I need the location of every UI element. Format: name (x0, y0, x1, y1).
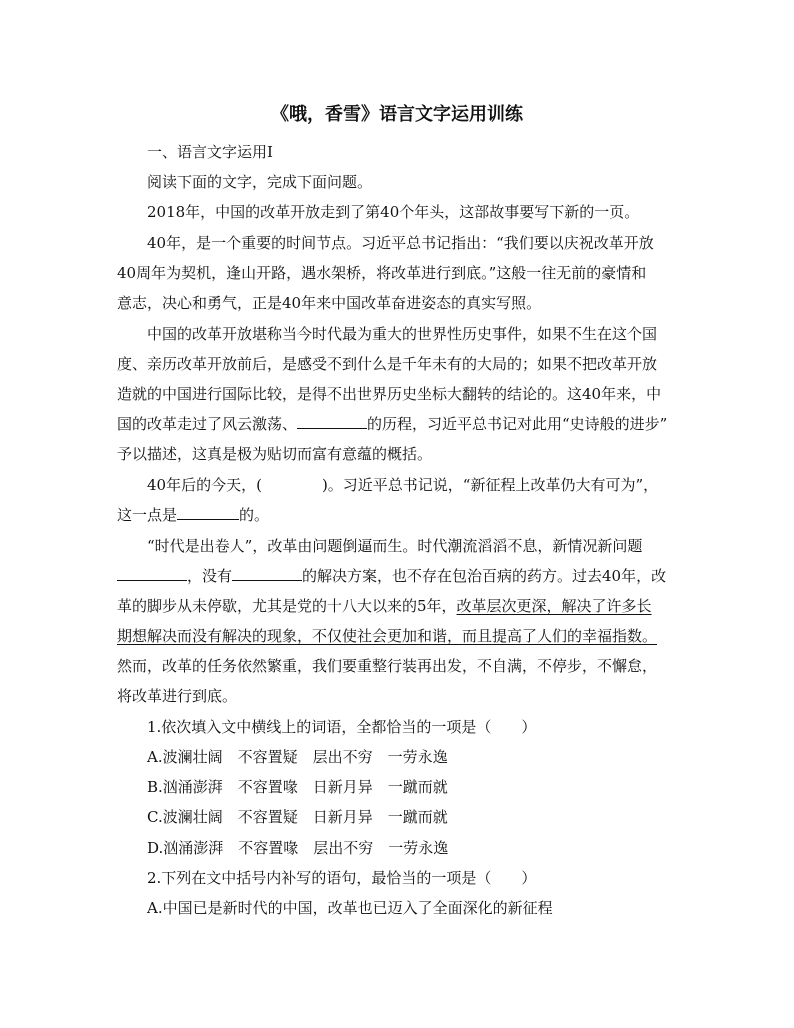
underlined-sentence: 改革层次更深，解决了许多长 (456, 597, 652, 615)
paragraph-2-line-2: 40周年为契机，逢山开路，遇水架桥，将改革进行到底。”这般一往无前的豪情和 (117, 264, 647, 282)
text-segment: 的解决方案，也不存在包治百病的药方。过去40年，改 (302, 567, 667, 585)
paragraph-5-line-3 (117, 596, 652, 616)
fill-blank-3 (117, 566, 187, 581)
text-segment: 这一点是 (117, 506, 178, 524)
instruction: 阅读下面的文字，完成下面问题。 (147, 173, 373, 191)
paragraph-5-line-2 (117, 566, 666, 586)
question-1-option-a: A.波澜壮阔 不容置疑 层出不穷 一劳永逸 (147, 748, 448, 766)
fill-blank-2 (177, 505, 239, 520)
paragraph-5-line-5: 然而，改革的任务依然繁重，我们要重整行装再出发，不自满，不停步，不懈怠， (117, 657, 658, 675)
question-1-option-c: C.波澜壮阔 不容置疑 日新月异 一蹴而就 (147, 808, 448, 826)
paragraph-3-line-5: 予以描述，这真是极为贴切而富有意蕴的概括。 (117, 445, 433, 463)
paragraph-5-line-6: 将改革进行到底。 (117, 687, 238, 705)
question-2-stem: 2.下列在文中括号内补写的语句，最恰当的一项是（ ） (147, 869, 537, 887)
paragraph-2-line-1: 40年，是一个重要的时间节点。习近平总书记指出：“我们要以庆祝改革开放 (147, 234, 654, 252)
fill-blank-1 (297, 414, 367, 429)
text-segment: 的。 (239, 506, 270, 524)
paragraph-3-line-3: 造就的中国进行国际比较，是得不出世界历史坐标大翻转的结论的。这40年来，中 (117, 385, 662, 403)
page-title: 《哦，香雪》语言文字运用训练 (271, 104, 523, 125)
paragraph-4-line-1 (147, 475, 658, 495)
paragraph-4-line-2 (117, 505, 269, 525)
text-segment: 革的脚步从未停歇，尤其是党的十八大以来的5年， (117, 597, 457, 615)
section-heading: 一、语言文字运用Ⅰ (147, 143, 273, 161)
paragraph-5-line-1: “时代是出卷人”，改革由问题倒逼而生。时代潮流滔滔不息，新情况新问题 (147, 537, 643, 555)
question-1-stem: 1.依次填入文中横线上的词语，全都恰当的一项是（ ） (147, 718, 537, 736)
paragraph-3-line-4 (117, 414, 667, 434)
text-segment: )。习近平总书记说，“新征程上改革仍大有可为”， (321, 476, 659, 494)
paragraph-3-line-2: 度、亲历改革开放前后，是感受不到什么是千年未有的大局的；如果不把改革开放 (117, 355, 658, 373)
fill-blank-4 (232, 566, 302, 581)
text-segment: 的历程，习近平总书记对此用“史诗般的进步” (367, 415, 668, 433)
text-segment: 国的改革走过了风云激荡、 (117, 415, 298, 433)
paragraph-5-line-4: 期想解决而没有解决的现象，不仅使社会更加和谐，而且提高了人们的幸福指数。 (117, 627, 658, 645)
text-segment: 40年后的今天，( (147, 476, 262, 494)
question-2-option-a: A.中国已是新时代的中国，改革也已迈入了全面深化的新征程 (147, 899, 553, 917)
text-segment: ，没有 (187, 567, 233, 585)
question-1-option-d: D.汹涌澎湃 不容置喙 层出不穷 一劳永逸 (147, 839, 449, 857)
paragraph-3-line-1: 中国的改革开放堪称当今时代最为重大的世界性历史事件，如果不生在这个国 (147, 325, 658, 343)
question-1-option-b: B.汹涌澎湃 不容置喙 日新月异 一蹴而就 (147, 778, 448, 796)
paragraph-1: 2018年，中国的改革开放走到了第40个年头，这部故事要写下新的一页。 (147, 203, 640, 221)
paragraph-2-line-3: 意志，决心和勇气，正是40年来中国改革奋进姿态的真实写照。 (117, 294, 542, 312)
